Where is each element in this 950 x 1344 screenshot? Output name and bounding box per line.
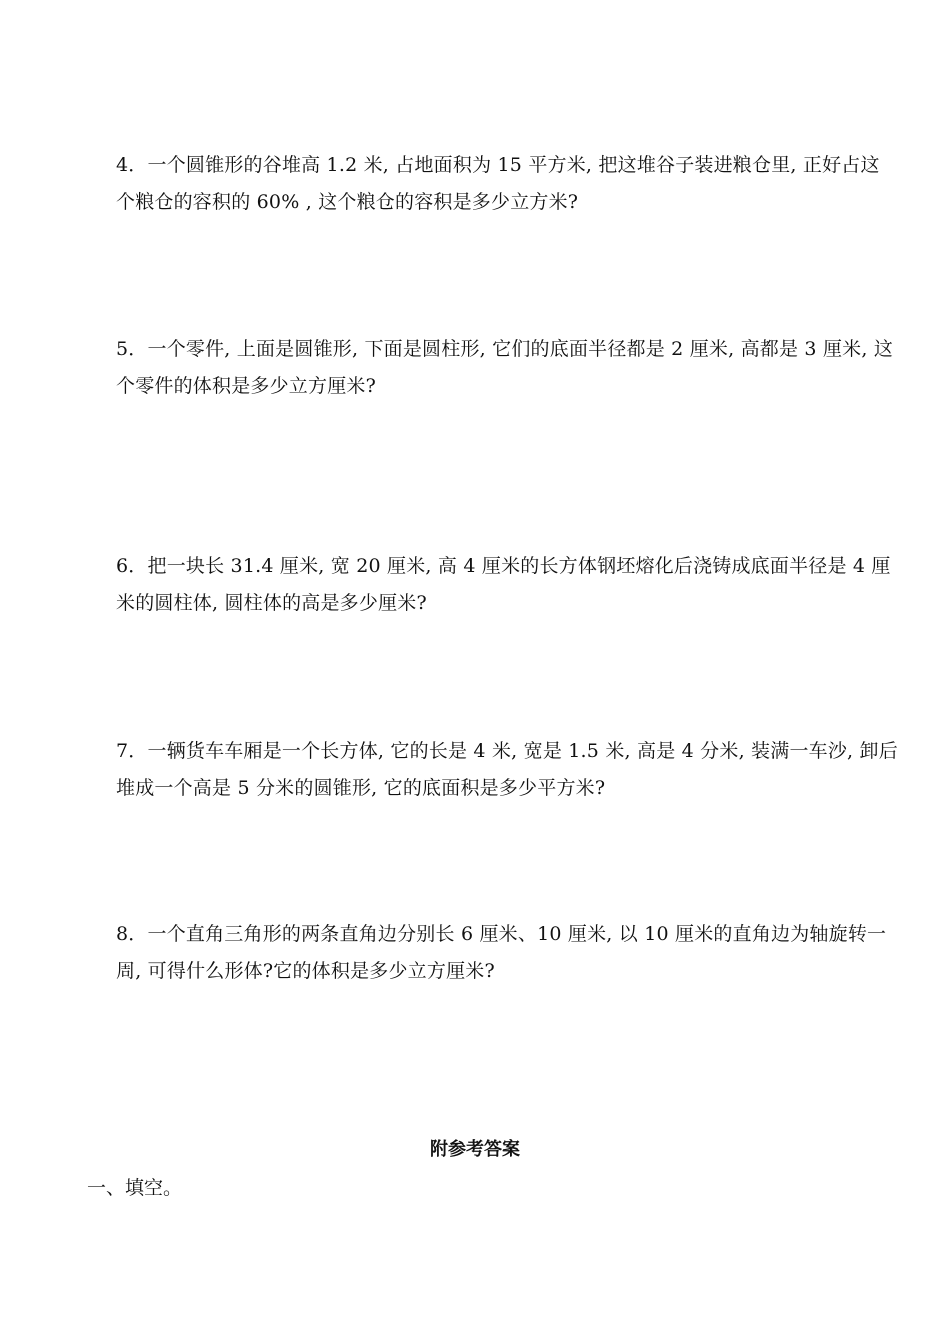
- section-heading-fill-in: 一、填空。: [87, 1177, 183, 1199]
- problem-5-text-1: 一个零件, 上面是圆锥形, 下面是圆柱形, 它们的底面半径都是 2 厘米, 高都是 3 厘米, 这: [147, 338, 894, 360]
- problem-6-number: 6．: [116, 555, 148, 577]
- problem-4: [116, 147, 880, 221]
- problem-4-line-1: [116, 147, 880, 184]
- problem-7-number: 7．: [116, 740, 148, 762]
- problem-8-line-1: [116, 916, 887, 953]
- problem-4-text-1: 一个圆锥形的谷堆高 1.2 米, 占地面积为 15 平方米, 把这堆谷子装进粮仓里, 正好占这: [147, 154, 880, 176]
- problem-8-number: 8．: [116, 923, 148, 945]
- problem-7-line-1: [116, 733, 898, 770]
- problem-8: [116, 916, 887, 990]
- problem-5-number: 5．: [116, 338, 148, 360]
- problem-7-text-1: 一辆货车车厢是一个长方体, 它的长是 4 米, 宽是 1.5 米, 高是 4 分米, 装满一车沙, 卸后: [147, 740, 898, 762]
- problem-5: [116, 331, 894, 405]
- problem-6-line-2: 米的圆柱体, 圆柱体的高是多少厘米?: [116, 592, 427, 614]
- problem-7: [116, 733, 898, 807]
- answers-title: 附参考答案: [430, 1139, 520, 1160]
- problem-7-line-2: 堆成一个高是 5 分米的圆锥形, 它的底面积是多少平方米?: [116, 777, 606, 799]
- problem-5-line-1: [116, 331, 894, 368]
- problem-6: [116, 548, 891, 622]
- problem-8-text-1: 一个直角三角形的两条直角边分别长 6 厘米、10 厘米, 以 10 厘米的直角边为轴旋转一: [147, 923, 887, 945]
- problem-4-number: 4．: [116, 154, 148, 176]
- problem-8-line-2: 周, 可得什么形体?它的体积是多少立方厘米?: [116, 960, 495, 982]
- problem-5-line-2: 个零件的体积是多少立方厘米?: [116, 375, 376, 397]
- problem-6-text-1: 把一块长 31.4 厘米, 宽 20 厘米, 高 4 厘米的长方体钢坯熔化后浇铸成底面半径是 4 厘: [147, 555, 891, 577]
- problem-6-line-1: [116, 548, 891, 585]
- problem-4-line-2: 个粮仓的容积的 60% , 这个粮仓的容积是多少立方米?: [116, 191, 579, 213]
